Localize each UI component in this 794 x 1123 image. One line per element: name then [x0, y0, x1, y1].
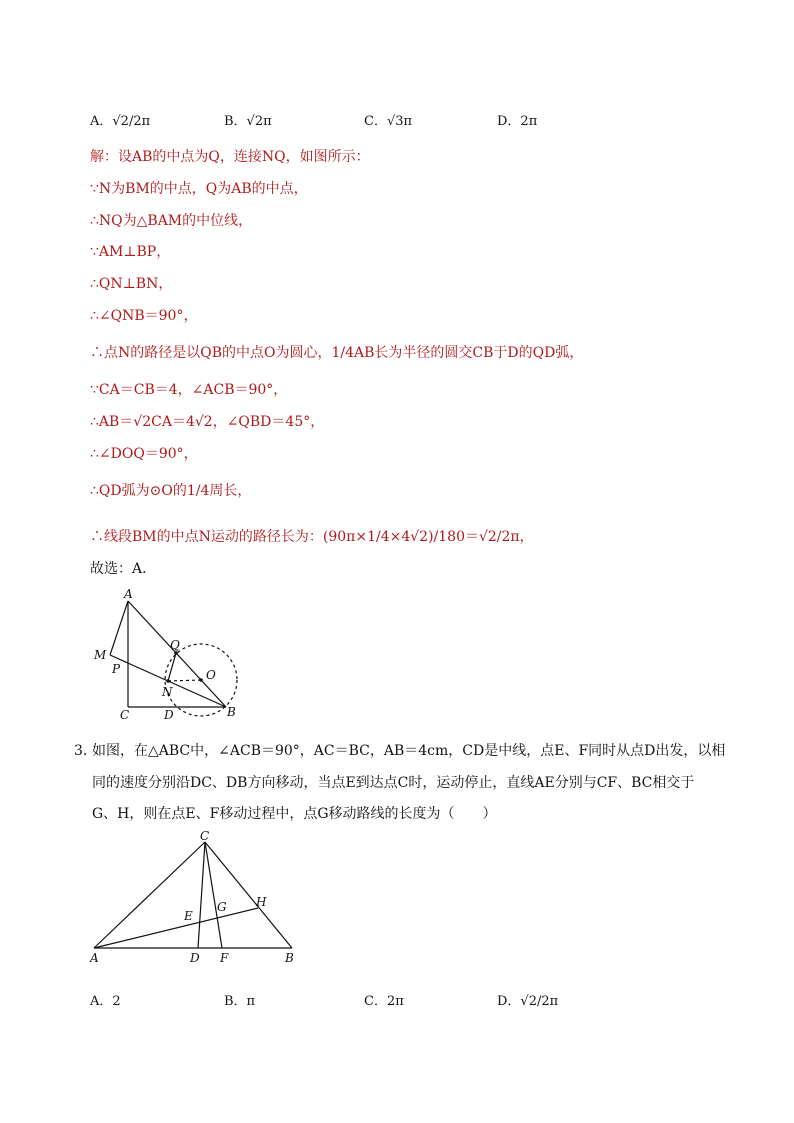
solution-line: ∴QD弧为⊙O的1/4周长，: [90, 483, 252, 499]
geometry-figure-2: [80, 828, 320, 968]
option-a-bottom: A．2: [90, 994, 121, 1009]
option-a-top: A．√2/2π: [90, 114, 151, 129]
label-a: A: [124, 587, 133, 601]
label-q: Q: [170, 638, 180, 652]
label-b: B: [227, 705, 236, 719]
label-a: A: [90, 951, 99, 965]
option-d-top: D．2π: [497, 114, 538, 129]
answer-line: 故选：A．: [90, 561, 157, 577]
solution-line: ∵N为BM的中点，Q为AB的中点，: [90, 181, 308, 197]
solution-line: 解：设AB的中点为Q，连接NQ，如图所示：: [90, 149, 370, 165]
solution-line: ∴QN⊥BN，: [90, 276, 173, 292]
label-d: D: [190, 951, 200, 965]
label-e: E: [184, 909, 193, 923]
option-d-bottom: D．√2/2π: [497, 994, 559, 1009]
solution-line: ∴AB＝√2CA＝4√2，∠QBD＝45°，: [90, 414, 325, 430]
question-text-line: 同的速度分别沿DC、DB方向移动，当点E到达点C时，运动停止，直线AE分别与CF、BC相交于: [92, 775, 695, 791]
geometry-figure-1: [90, 585, 260, 725]
option-b-top: B．√2π: [224, 114, 272, 129]
option-c-top: C．√3π: [364, 114, 413, 129]
solution-line: ∴∠QNB＝90°，: [90, 308, 198, 324]
solution-line: ∴线段BM的中点N运动的路径长为：(90π×1/4×4√2)/180＝√2/2π，: [90, 529, 534, 545]
question-text-line: G、H，则在点E、F移动过程中，点G移动路线的长度为（ ）: [92, 806, 497, 822]
label-f: F: [220, 951, 229, 965]
option-c-bottom: C．2π: [364, 994, 404, 1009]
question-number: 3．: [74, 743, 97, 759]
label-p: P: [112, 662, 121, 676]
label-c: C: [200, 829, 210, 843]
question-text-line: 如图，在△ABC中，∠ACB＝90°，AC＝BC，AB＝4cm，CD是中线，点E、F同时从点D出发，以相: [92, 743, 726, 759]
solution-line: ∴NQ为△BAM的中位线，: [90, 213, 253, 229]
label-d: D: [164, 708, 174, 722]
label-h: H: [256, 895, 267, 909]
label-g: G: [217, 900, 227, 914]
label-b: B: [285, 951, 294, 965]
label-o: O: [206, 668, 216, 682]
solution-line: ∵CA＝CB＝4，∠ACB＝90°，: [90, 382, 288, 398]
label-m: M: [94, 648, 107, 662]
solution-line: ∴点N的路径是以QB的中点O为圆心，1/4AB长为半径的圆交CB于D的QD弧，: [90, 345, 584, 361]
solution-line: ∵AM⊥BP，: [90, 244, 171, 260]
solution-line: ∴∠DOQ＝90°，: [90, 446, 198, 462]
label-c: C: [120, 708, 130, 722]
option-b-bottom: B．π: [224, 994, 256, 1009]
label-n: N: [162, 685, 173, 699]
